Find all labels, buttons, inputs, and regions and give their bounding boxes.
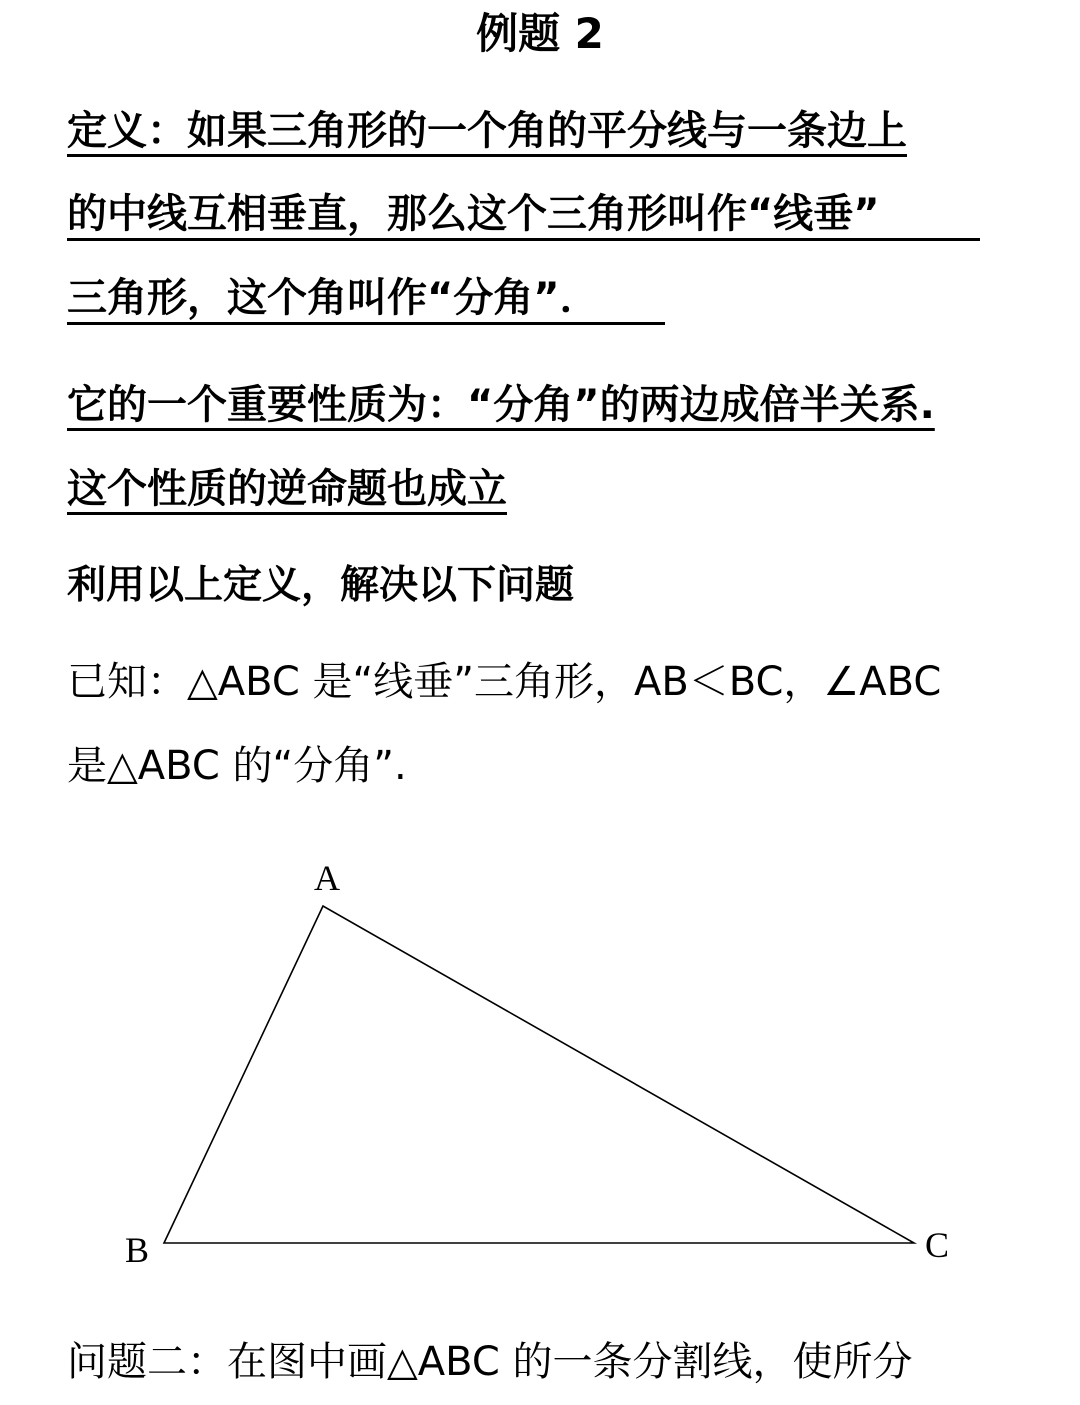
instruction-text: 利用以上定义，解决以下问题 — [67, 563, 575, 608]
definition-underline-2 — [67, 238, 980, 241]
property-line-1: 它的一个重要性质为：“分角”的两边成倍半关系. — [67, 382, 935, 428]
triangle-abc — [164, 906, 914, 1243]
page-title: 例题 2 — [476, 9, 604, 58]
definition-line-1: 定义：如果三角形的一个角的平分线与一条边上 — [67, 108, 907, 154]
vertex-label-c: C — [925, 1225, 950, 1265]
given-line-1: 已知：△ABC 是“线垂”三角形，AB＜BC，∠ABC — [67, 659, 942, 705]
definition-line-3: 三角形，这个角叫作“分角”． — [67, 275, 600, 321]
definition-underline-3 — [67, 322, 665, 325]
vertex-label-a: A — [314, 858, 340, 898]
triangle-figure — [0, 840, 1080, 1280]
question-line-1: 问题二：在图中画△ABC 的一条分割线，使所分 — [67, 1339, 913, 1385]
definition-line-2: 的中线互相垂直，那么这个三角形叫作“线垂” — [67, 191, 880, 237]
given-line-2: 是△ABC 的“分角”. — [67, 743, 407, 789]
property-line-2: 这个性质的逆命题也成立 — [67, 466, 507, 512]
vertex-label-b: B — [125, 1230, 150, 1270]
